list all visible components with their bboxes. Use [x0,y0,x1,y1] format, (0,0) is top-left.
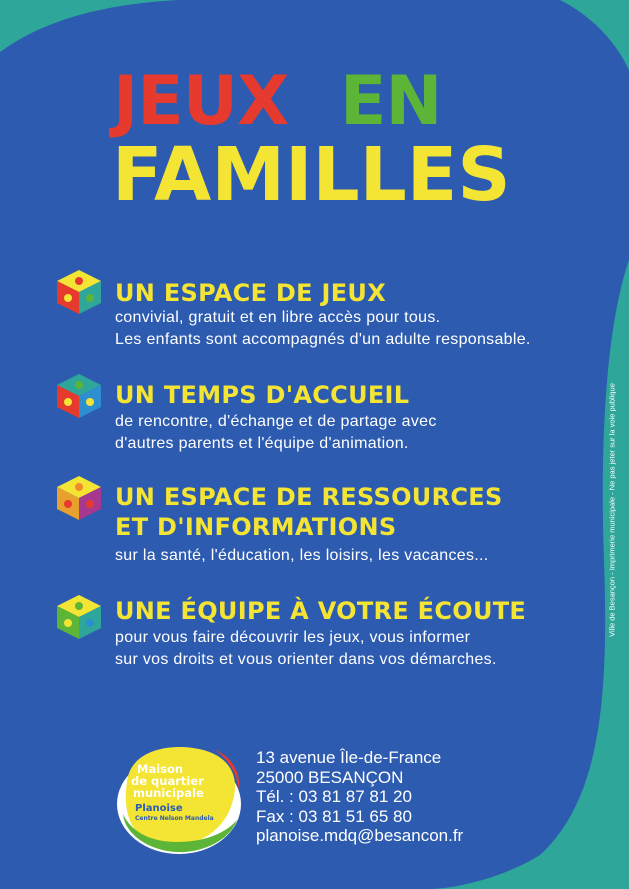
section-text-line: de rencontre, d'échange et de partage avec [115,413,437,430]
phone-number: Tél. : 03 81 87 81 20 [256,787,412,806]
section-ressources [55,474,615,574]
logo-text: Maison [137,762,184,776]
title-jeux: JEUX [113,62,289,141]
address-city: 25000 BESANÇON [256,767,404,787]
section-text-line: d'autres parents et l'équipe d'animation. [115,435,409,452]
logo-text: Centre Nelson Mandela [135,815,214,822]
section-heading: UN TEMPS D'ACCUEIL [115,381,410,409]
title-familles: FAMILLES [112,132,511,218]
logo-text: municipale [133,786,204,800]
logo-text: de quartier [131,774,204,788]
section-espace-jeux [55,268,615,358]
section-text-line: pour vous faire découvrir les jeux, vous informer [115,629,471,646]
logo-text: Planoise [135,803,183,814]
section-heading: UNE ÉQUIPE À VOTRE ÉCOUTE [115,597,527,625]
puzzle-cube-icon [55,268,103,316]
section-heading: ET D'INFORMATIONS [115,513,397,541]
fax-number: Fax : 03 81 51 65 80 [256,806,412,826]
contact-block [256,748,463,846]
puzzle-cube-icon [55,593,103,641]
maison-quartier-logo [115,742,243,857]
email-address[interactable]: planoise.mdq@besancon.fr [256,826,464,845]
section-heading: UN ESPACE DE JEUX [115,279,387,307]
section-text-line: sur la santé, l'éducation, les loisirs, les vacances... [115,547,489,564]
section-text-line: Les enfants sont accompagnés d'un adulte responsable. [115,331,531,348]
puzzle-cube-icon [55,474,103,522]
legal-note: Ville de Besançon - Imprimerie municipale - Ne pas jeter sur la voie publique [607,383,617,637]
section-temps-accueil [55,372,615,462]
title-en: EN [340,62,442,141]
section-text-line: convivial, gratuit et en libre accès pour tous. [115,309,441,326]
section-equipe-ecoute [55,593,615,683]
address-street: 13 avenue Île-de-France [256,748,442,767]
section-heading: UN ESPACE DE RESSOURCES [115,483,503,511]
section-text-line: sur vos droits et vous orienter dans vos démarches. [115,651,497,668]
puzzle-cube-icon [55,372,103,420]
